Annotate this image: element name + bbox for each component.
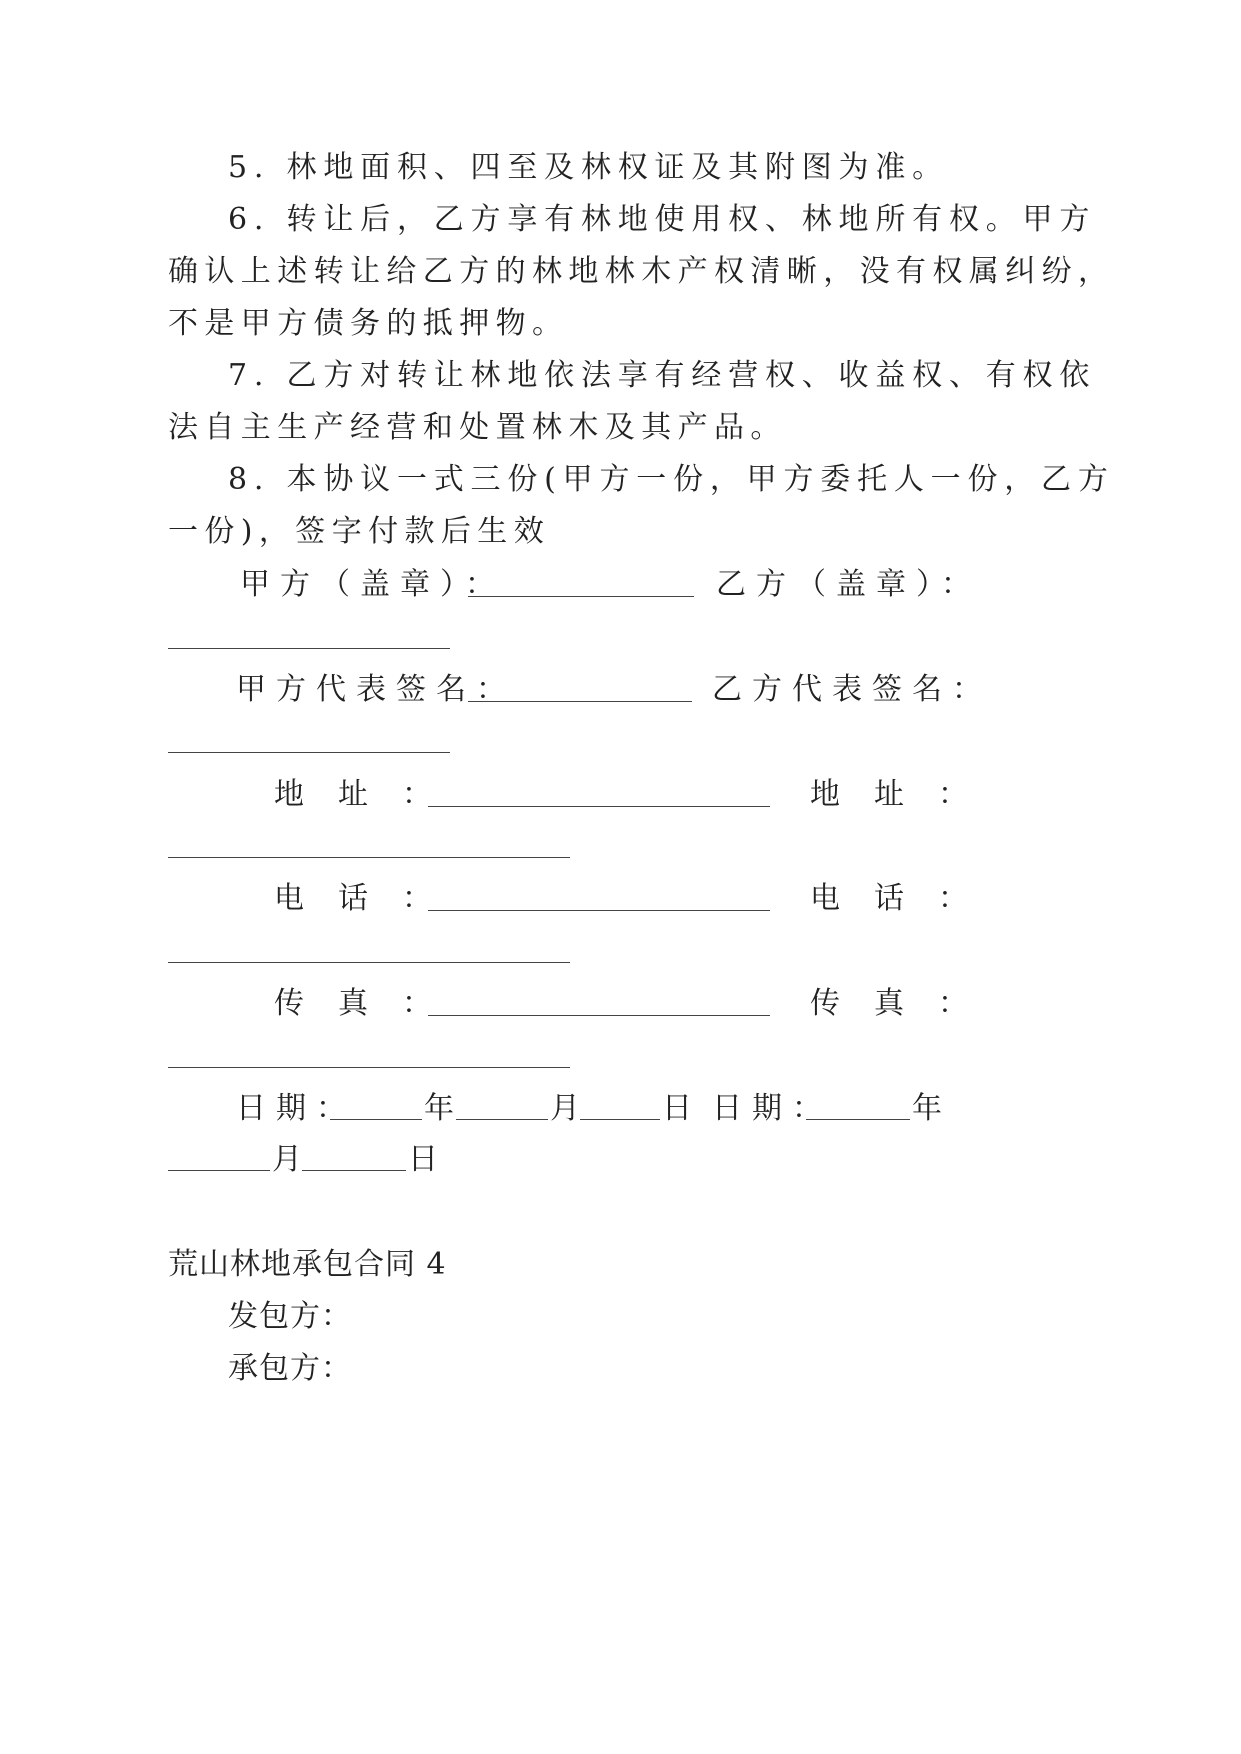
party-b-address-label: 地址：: [810, 777, 1002, 812]
clause-8-line-1: 8. 本协议一式三份(甲方一份，甲方委托人一份，乙方: [228, 462, 1115, 497]
party-a-address-blank[interactable]: [428, 806, 770, 807]
party-a-month-blank[interactable]: [456, 1119, 548, 1120]
issuer-label: 发包方：: [228, 1299, 352, 1334]
party-a-fax-blank[interactable]: [428, 1015, 770, 1016]
party-b-year-label: 年: [912, 1091, 942, 1126]
clause-8-line-2: 一份)，签字付款后生效: [168, 514, 551, 549]
clause-6-line-3: 不是甲方债务的抵押物。: [168, 306, 569, 341]
party-b-seal-label: 乙方（盖章）：: [716, 567, 981, 602]
party-b-day-blank[interactable]: [302, 1170, 406, 1171]
party-b-day-label: 日: [408, 1142, 438, 1177]
party-a-day-label: 日: [662, 1091, 692, 1126]
clause-7-line-1: 7. 乙方对转让林地依法享有经营权、收益权、有权依: [228, 358, 1097, 393]
clause-7-line-2: 法自主生产经营和处置林木及其产品。: [168, 410, 787, 445]
contractor-label: 承包方：: [228, 1351, 352, 1386]
party-b-seal-blank[interactable]: [168, 648, 450, 649]
party-b-fax-blank[interactable]: [168, 1067, 570, 1068]
party-b-rep-label: 乙方代表签名：: [712, 672, 992, 707]
clause-6-line-2: 确认上述转让给乙方的林地林木产权清晰，没有权属纠纷，: [168, 254, 1115, 289]
party-b-address-blank[interactable]: [168, 857, 570, 858]
party-a-date-label: 日期：: [236, 1091, 356, 1126]
party-b-phone-blank[interactable]: [168, 962, 570, 963]
party-a-fax-label: 传真：: [274, 986, 466, 1021]
party-a-phone-label: 电话：: [274, 881, 466, 916]
party-a-month-label: 月: [550, 1091, 580, 1126]
party-a-rep-blank[interactable]: [468, 701, 692, 702]
party-b-month-blank[interactable]: [168, 1170, 270, 1171]
party-b-year-blank[interactable]: [806, 1119, 910, 1120]
party-a-address-label: 地址：: [274, 777, 466, 812]
party-b-phone-label: 电话：: [810, 881, 1002, 916]
clause-5: 5. 林地面积、四至及林权证及其附图为准。: [228, 150, 949, 185]
party-b-rep-blank[interactable]: [168, 752, 450, 753]
party-a-phone-blank[interactable]: [428, 910, 770, 911]
party-b-month-label: 月: [272, 1142, 302, 1177]
party-a-seal-blank[interactable]: [468, 596, 694, 597]
party-a-seal-label: 甲方（盖章）：: [240, 567, 505, 602]
party-a-year-label: 年: [424, 1091, 454, 1126]
party-b-date-label: 日期：: [712, 1091, 832, 1126]
section-title: 荒山林地承包合同 4: [168, 1247, 447, 1282]
clause-6-line-1: 6. 转让后，乙方享有林地使用权、林地所有权。甲方: [228, 202, 1097, 237]
party-b-fax-label: 传真：: [810, 986, 1002, 1021]
party-a-year-blank[interactable]: [330, 1119, 422, 1120]
party-a-day-blank[interactable]: [580, 1119, 660, 1120]
party-a-rep-label: 甲方代表签名：: [236, 672, 516, 707]
